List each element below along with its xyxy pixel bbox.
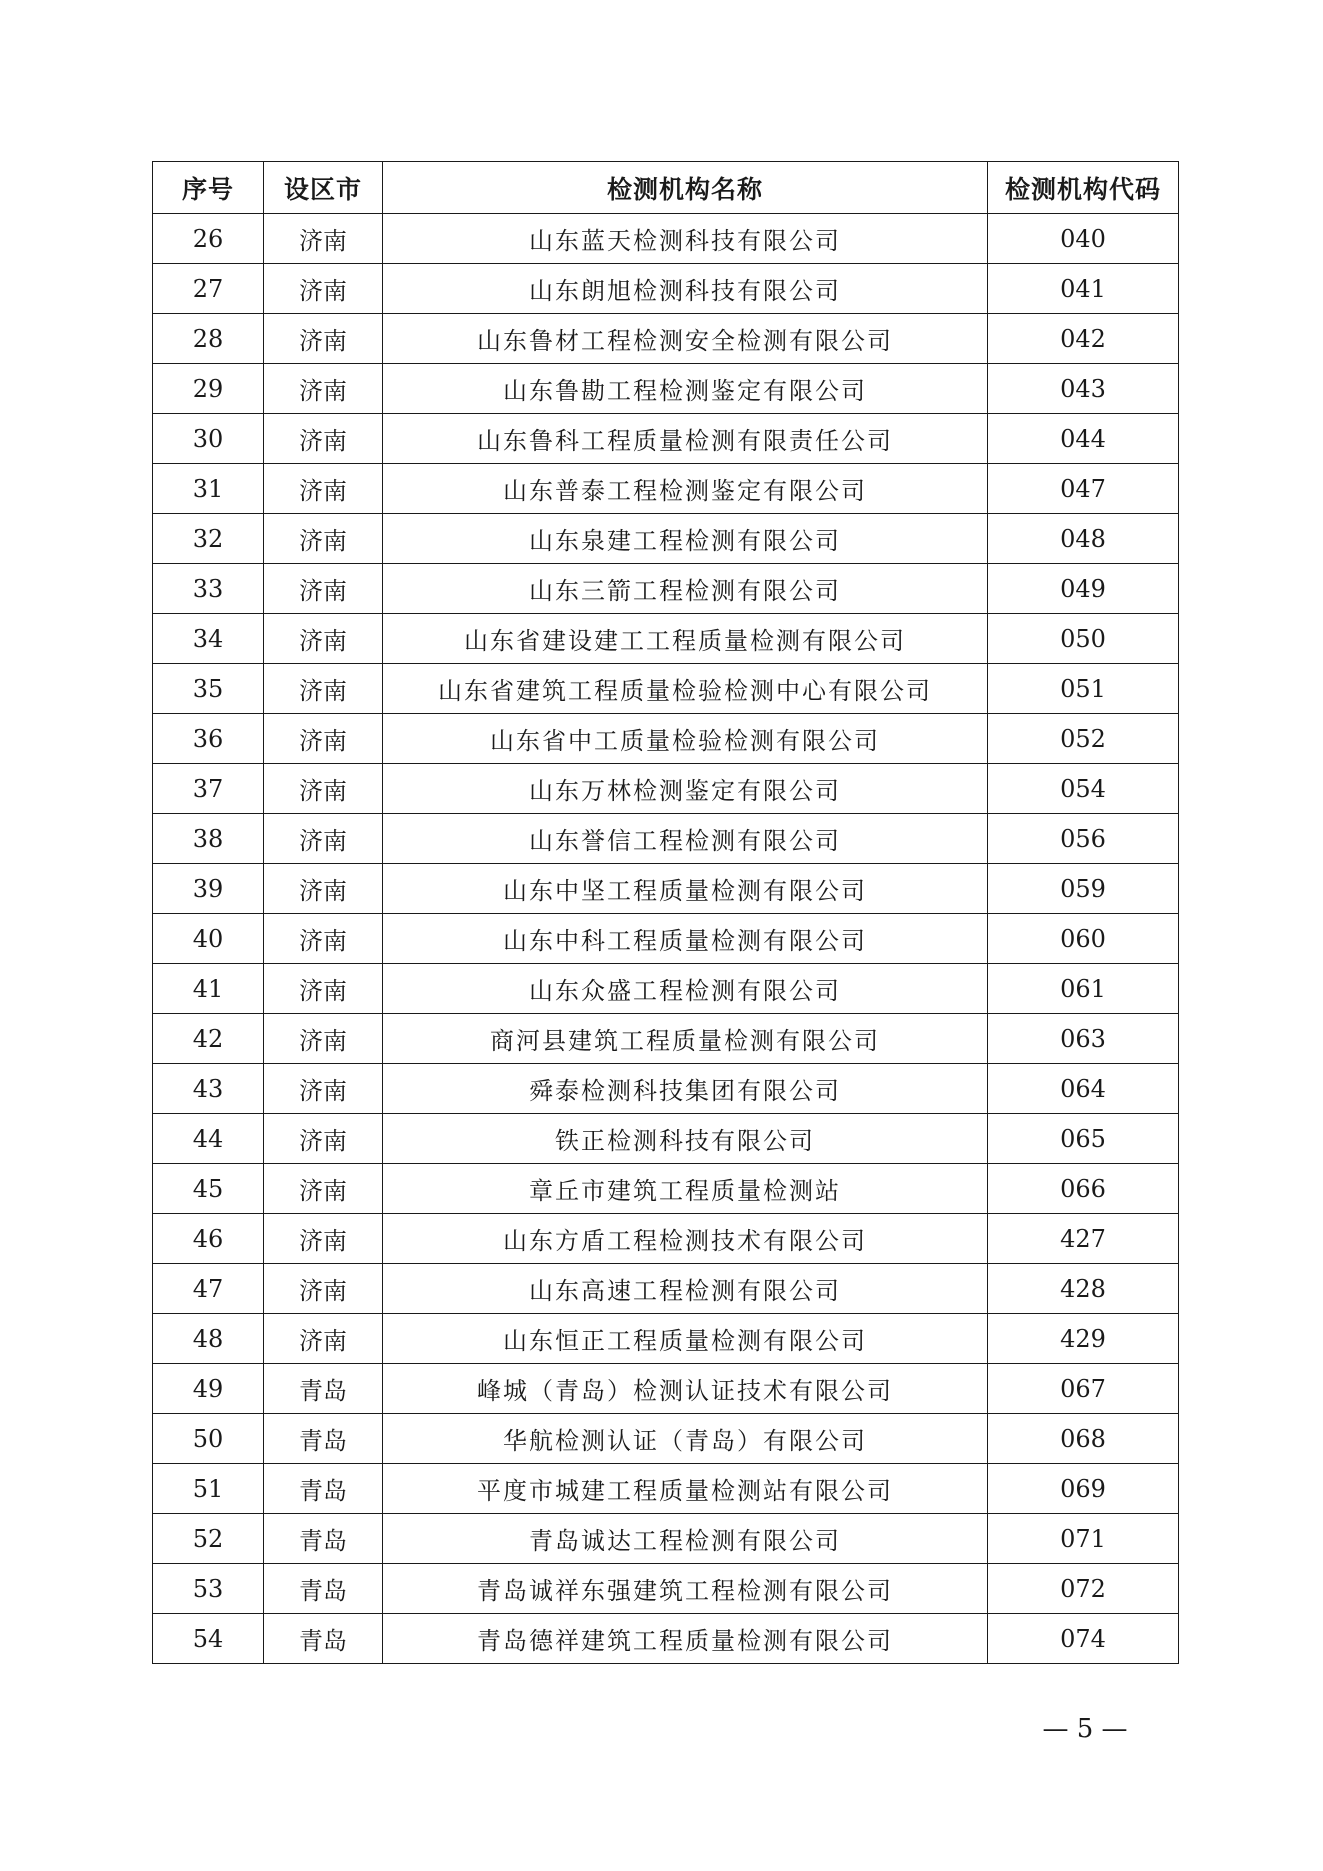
- table-row: [153, 914, 1179, 964]
- table-row: [153, 1564, 1179, 1614]
- table-row: [153, 714, 1179, 764]
- cell-city: 青岛: [264, 1564, 383, 1614]
- cell-city: 青岛: [264, 1364, 383, 1414]
- cell-agency-code: 051: [988, 664, 1179, 714]
- cell-city: 青岛: [264, 1614, 383, 1664]
- header-agency-name: 检测机构名称: [383, 162, 988, 214]
- cell-city: 济南: [264, 464, 383, 514]
- cell-agency-code: 042: [988, 314, 1179, 364]
- cell-agency-name: 华航检测认证（青岛）有限公司: [383, 1414, 988, 1464]
- cell-agency-code: 054: [988, 764, 1179, 814]
- cell-city: 青岛: [264, 1464, 383, 1514]
- table-row: [153, 214, 1179, 264]
- table-row: [153, 564, 1179, 614]
- cell-agency-code: 047: [988, 464, 1179, 514]
- cell-agency-code: 040: [988, 214, 1179, 264]
- cell-agency-code: 043: [988, 364, 1179, 414]
- cell-agency-name: 铁正检测科技有限公司: [383, 1114, 988, 1164]
- cell-agency-code: 429: [988, 1314, 1179, 1364]
- table-row: [153, 1014, 1179, 1064]
- cell-agency-code: 044: [988, 414, 1179, 464]
- table-row: [153, 1214, 1179, 1264]
- header-city: 设区市: [264, 162, 383, 214]
- table-row: [153, 1114, 1179, 1164]
- cell-city: 济南: [264, 714, 383, 764]
- cell-serial-number: 35: [153, 664, 264, 714]
- cell-agency-code: 061: [988, 964, 1179, 1014]
- cell-agency-code: 072: [988, 1564, 1179, 1614]
- header-serial-number: 序号: [153, 162, 264, 214]
- table-row: [153, 764, 1179, 814]
- cell-agency-name: 山东朗旭检测科技有限公司: [383, 264, 988, 314]
- cell-serial-number: 40: [153, 914, 264, 964]
- cell-serial-number: 51: [153, 1464, 264, 1514]
- cell-agency-code: 427: [988, 1214, 1179, 1264]
- table-row: [153, 1414, 1179, 1464]
- cell-agency-code: 041: [988, 264, 1179, 314]
- cell-agency-code: 065: [988, 1114, 1179, 1164]
- cell-city: 济南: [264, 1064, 383, 1114]
- cell-agency-code: 074: [988, 1614, 1179, 1664]
- cell-agency-code: 052: [988, 714, 1179, 764]
- cell-serial-number: 29: [153, 364, 264, 414]
- cell-city: 青岛: [264, 1514, 383, 1564]
- cell-agency-name: 商河县建筑工程质量检测有限公司: [383, 1014, 988, 1064]
- cell-agency-name: 山东方盾工程检测技术有限公司: [383, 1214, 988, 1264]
- cell-agency-code: 068: [988, 1414, 1179, 1464]
- table-row: [153, 364, 1179, 414]
- cell-agency-name: 山东泉建工程检测有限公司: [383, 514, 988, 564]
- cell-agency-name: 山东恒正工程质量检测有限公司: [383, 1314, 988, 1364]
- cell-city: 济南: [264, 864, 383, 914]
- cell-serial-number: 52: [153, 1514, 264, 1564]
- cell-agency-name: 青岛德祥建筑工程质量检测有限公司: [383, 1614, 988, 1664]
- table-row: [153, 1164, 1179, 1214]
- table-row: [153, 864, 1179, 914]
- cell-agency-name: 山东鲁材工程检测安全检测有限公司: [383, 314, 988, 364]
- table-row: [153, 464, 1179, 514]
- cell-agency-name: 山东鲁科工程质量检测有限责任公司: [383, 414, 988, 464]
- cell-serial-number: 38: [153, 814, 264, 864]
- inspection-agency-table: [152, 161, 1179, 1664]
- header-agency-code: 检测机构代码: [988, 162, 1179, 214]
- cell-agency-name: 山东省中工质量检验检测有限公司: [383, 714, 988, 764]
- cell-city: 济南: [264, 664, 383, 714]
- cell-serial-number: 28: [153, 314, 264, 364]
- table-row: [153, 1314, 1179, 1364]
- cell-city: 济南: [264, 1214, 383, 1264]
- page-number: — 5 —: [1042, 1714, 1128, 1744]
- cell-agency-code: 428: [988, 1264, 1179, 1314]
- cell-serial-number: 50: [153, 1414, 264, 1464]
- cell-serial-number: 27: [153, 264, 264, 314]
- table-row: [153, 1614, 1179, 1664]
- table-row: [153, 264, 1179, 314]
- cell-city: 济南: [264, 1264, 383, 1314]
- cell-agency-code: 063: [988, 1014, 1179, 1064]
- table-row: [153, 514, 1179, 564]
- cell-agency-name: 章丘市建筑工程质量检测站: [383, 1164, 988, 1214]
- cell-agency-name: 青岛诚祥东强建筑工程检测有限公司: [383, 1564, 988, 1614]
- cell-serial-number: 47: [153, 1264, 264, 1314]
- cell-city: 济南: [264, 1164, 383, 1214]
- cell-city: 济南: [264, 1314, 383, 1364]
- cell-city: 济南: [264, 514, 383, 564]
- cell-agency-name: 山东普泰工程检测鉴定有限公司: [383, 464, 988, 514]
- cell-city: 济南: [264, 364, 383, 414]
- cell-city: 青岛: [264, 1414, 383, 1464]
- table-row: [153, 414, 1179, 464]
- cell-serial-number: 34: [153, 614, 264, 664]
- cell-agency-name: 山东省建设建工工程质量检测有限公司: [383, 614, 988, 664]
- cell-serial-number: 48: [153, 1314, 264, 1364]
- table-row: [153, 1464, 1179, 1514]
- cell-city: 济南: [264, 264, 383, 314]
- cell-city: 济南: [264, 414, 383, 464]
- cell-agency-code: 064: [988, 1064, 1179, 1114]
- cell-serial-number: 53: [153, 1564, 264, 1614]
- cell-serial-number: 33: [153, 564, 264, 614]
- cell-city: 济南: [264, 814, 383, 864]
- cell-city: 济南: [264, 914, 383, 964]
- cell-agency-name: 青岛诚达工程检测有限公司: [383, 1514, 988, 1564]
- cell-agency-name: 山东蓝天检测科技有限公司: [383, 214, 988, 264]
- table-body: [153, 214, 1179, 1664]
- table-row: [153, 1264, 1179, 1314]
- table-header-row: [153, 162, 1179, 214]
- table-row: [153, 314, 1179, 364]
- cell-agency-name: 山东众盛工程检测有限公司: [383, 964, 988, 1014]
- cell-serial-number: 41: [153, 964, 264, 1014]
- cell-city: 济南: [264, 764, 383, 814]
- cell-serial-number: 37: [153, 764, 264, 814]
- cell-agency-code: 048: [988, 514, 1179, 564]
- cell-agency-code: 050: [988, 614, 1179, 664]
- cell-city: 济南: [264, 964, 383, 1014]
- table-row: [153, 964, 1179, 1014]
- cell-serial-number: 54: [153, 1614, 264, 1664]
- table-row: [153, 814, 1179, 864]
- cell-serial-number: 49: [153, 1364, 264, 1414]
- cell-agency-code: 066: [988, 1164, 1179, 1214]
- cell-serial-number: 36: [153, 714, 264, 764]
- cell-agency-name: 山东万林检测鉴定有限公司: [383, 764, 988, 814]
- cell-serial-number: 32: [153, 514, 264, 564]
- cell-agency-code: 049: [988, 564, 1179, 614]
- cell-serial-number: 30: [153, 414, 264, 464]
- cell-serial-number: 42: [153, 1014, 264, 1064]
- table-row: [153, 1514, 1179, 1564]
- cell-agency-name: 山东高速工程检测有限公司: [383, 1264, 988, 1314]
- table-row: [153, 614, 1179, 664]
- cell-agency-code: 071: [988, 1514, 1179, 1564]
- cell-city: 济南: [264, 614, 383, 664]
- cell-agency-name: 舜泰检测科技集团有限公司: [383, 1064, 988, 1114]
- table-row: [153, 664, 1179, 714]
- cell-agency-name: 山东三箭工程检测有限公司: [383, 564, 988, 614]
- cell-agency-code: 069: [988, 1464, 1179, 1514]
- cell-agency-name: 山东中科工程质量检测有限公司: [383, 914, 988, 964]
- cell-city: 济南: [264, 314, 383, 364]
- cell-serial-number: 44: [153, 1114, 264, 1164]
- cell-serial-number: 46: [153, 1214, 264, 1264]
- cell-agency-code: 059: [988, 864, 1179, 914]
- cell-serial-number: 45: [153, 1164, 264, 1214]
- cell-agency-name: 峰城（青岛）检测认证技术有限公司: [383, 1364, 988, 1414]
- cell-city: 济南: [264, 214, 383, 264]
- cell-agency-code: 060: [988, 914, 1179, 964]
- table-row: [153, 1364, 1179, 1414]
- cell-city: 济南: [264, 1114, 383, 1164]
- cell-serial-number: 26: [153, 214, 264, 264]
- cell-agency-code: 056: [988, 814, 1179, 864]
- table-row: [153, 1064, 1179, 1114]
- cell-serial-number: 43: [153, 1064, 264, 1114]
- cell-agency-code: 067: [988, 1364, 1179, 1414]
- cell-agency-name: 山东鲁勘工程检测鉴定有限公司: [383, 364, 988, 414]
- cell-serial-number: 39: [153, 864, 264, 914]
- cell-city: 济南: [264, 564, 383, 614]
- cell-agency-name: 山东誉信工程检测有限公司: [383, 814, 988, 864]
- cell-city: 济南: [264, 1014, 383, 1064]
- cell-agency-name: 平度市城建工程质量检测站有限公司: [383, 1464, 988, 1514]
- cell-agency-name: 山东省建筑工程质量检验检测中心有限公司: [383, 664, 988, 714]
- cell-serial-number: 31: [153, 464, 264, 514]
- cell-agency-name: 山东中坚工程质量检测有限公司: [383, 864, 988, 914]
